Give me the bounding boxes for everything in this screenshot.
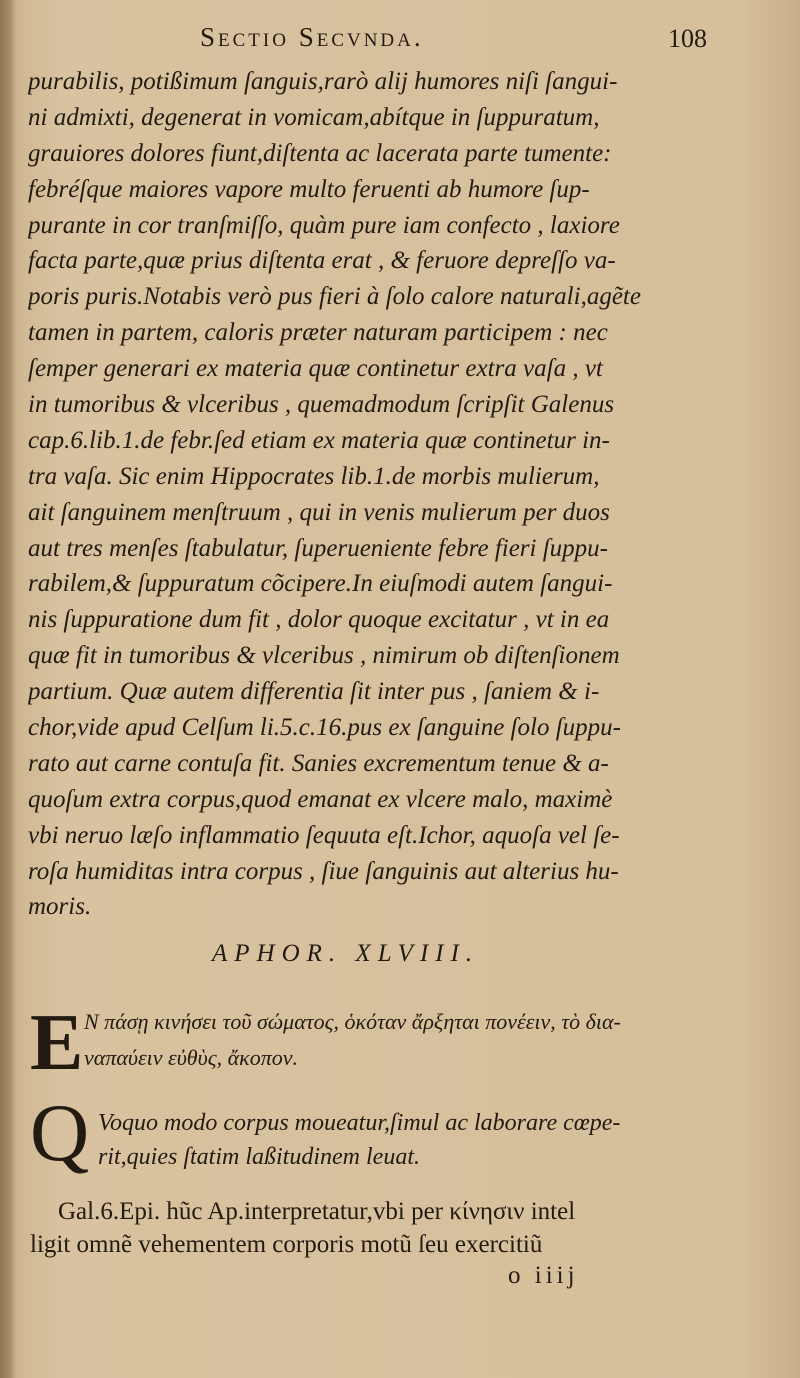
latin-line: Voquo modo corpus moueatur,ſimul ac laborare cœpe-: [98, 1110, 621, 1136]
text-line: nis ſuppuratione dum fit , dolor quoque excitatur , vt in ea: [28, 606, 610, 634]
text-line: vbi neruo læſo inflammatio ſequuta eſt.Ichor, aquoſa vel ſe-: [28, 821, 620, 849]
drop-cap-q: Q: [30, 1087, 90, 1178]
commentary-text: [28, 64, 744, 925]
text-line: purante in cor tranſmiſſo, quàm pure iam confecto , laxiore: [28, 211, 620, 239]
text-line: purabilis, potißimum ſanguis,rarò alij humores niſi ſangui-: [28, 68, 618, 95]
text-line: grauiores dolores fiunt,diſtenta ac lacerata parte tumente:: [28, 139, 612, 167]
text-line: chor,vide apud Celſum li.5.c.16.pus ex ſanguine ſolo ſuppu-: [28, 714, 621, 742]
text-line: ligit omnẽ vehementem corporis motũ ſeu exercitiũ: [30, 1231, 543, 1258]
text-line: cap.6.lib.1.de febr.ſed etiam ex materia quæ continetur in-: [28, 426, 610, 454]
text-line: aut tres menſes ſtabulatur, ſuperueniente febre fieri ſuppu-: [28, 534, 609, 562]
text-line: in tumoribus & vlceribus , quemadmodum ſcripſit Galenus: [28, 391, 615, 419]
page-gutter: [0, 0, 16, 1378]
text-line: poris puris.Notabis verò pus fieri à ſolo calore naturali,agẽte: [28, 283, 641, 311]
aphorism-heading: APHOR. XLVIII.: [212, 940, 480, 967]
text-line: roſa humiditas intra corpus , ſiue ſanguinis aut alterius hu-: [28, 857, 619, 885]
greek-line: N πάσῃ κινήσει τοῦ σώματος, ὁκόταν ἄρξηται πονέειν, τὸ δια-: [84, 1009, 621, 1034]
text-line: ſemper generari ex materia quæ continetur extra vaſa , vt: [28, 355, 603, 383]
text-line: febréſque maiores vapore multo feruenti ab humore ſup-: [28, 175, 590, 203]
galen-commentary: [30, 1195, 746, 1261]
text-line: facta parte,quæ prius diſtenta erat , & feruore depreſſo va-: [28, 247, 616, 275]
text-line: quæ fit in tumoribus & vlceribus , nimirum ob diſtenſionem: [28, 642, 620, 670]
text-line: Gal.6.Epi. hũc Ap.interpretatur,vbi per κίνησιν intel: [58, 1198, 576, 1225]
running-head: Sectio Secvnda.: [200, 22, 424, 52]
greek-aphorism: [30, 999, 746, 1087]
text-line: rabilem,& ſuppuratum cõcipere.In eiuſmodi autem ſangui-: [28, 570, 613, 598]
page-number: 108: [668, 24, 707, 53]
text-line: partium. Quæ autem differentia ſit inter pus , ſaniem & i-: [28, 678, 600, 706]
signature-mark: o iiij: [508, 1262, 579, 1289]
text-line: quoſum extra corpus,quod emanat ex vlcere malo, maximè: [28, 785, 613, 813]
text-line: tra vaſa. Sic enim Hippocrates lib.1.de morbis mulierum,: [28, 462, 600, 490]
text-line: ni admixti, degenerat in vomicam,abítque in ſuppuratum,: [28, 103, 600, 131]
latin-line: rit,quies ſtatim laßitudinem leuat.: [98, 1144, 420, 1170]
text-line: ait ſanguinem menſtruum , qui in venis mulierum per duos: [28, 498, 610, 526]
text-line: rato aut carne contuſa fit. Sanies excrementum tenue & a-: [28, 749, 609, 777]
greek-line: ναπαύειν εὐθὺς, ἄκοπον.: [84, 1045, 299, 1070]
latin-aphorism: [30, 1087, 746, 1178]
text-line: tamen in partem, caloris præter naturam participem : nec: [28, 319, 608, 347]
text-line: moris.: [28, 893, 92, 921]
drop-cap-e: E: [30, 999, 84, 1087]
